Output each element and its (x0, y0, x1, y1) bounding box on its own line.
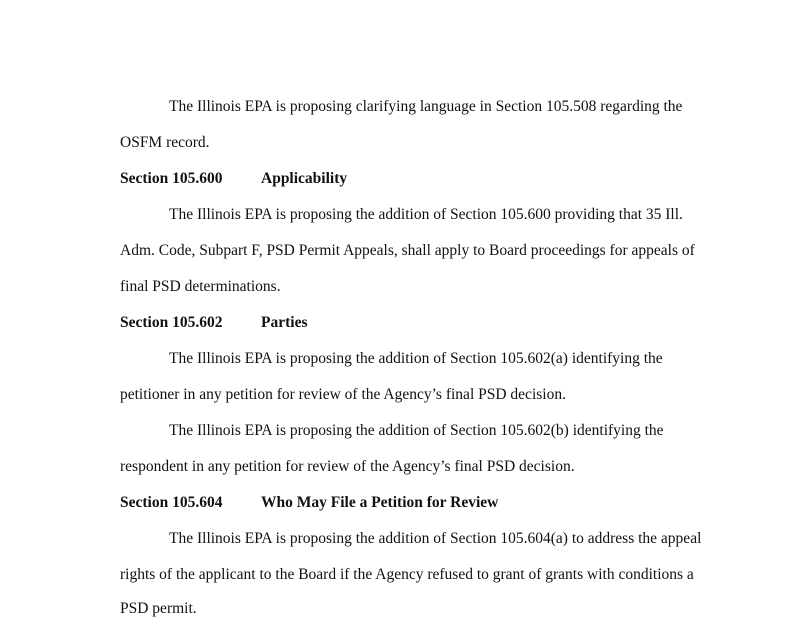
paragraph-line: rights of the applicant to the Board if the Agency refused to grant of grants with conditions a (120, 566, 694, 583)
section-title: Parties (261, 314, 308, 331)
paragraph-line: final PSD determinations. (120, 278, 281, 295)
paragraph-line: The Illinois EPA is proposing clarifying language in Section 105.508 regarding the (169, 98, 683, 115)
paragraph-line: OSFM record. (120, 134, 210, 151)
paragraph-line: The Illinois EPA is proposing the addition of Section 105.602(b) identifying the (169, 422, 664, 439)
section-number: Section 105.602 (120, 314, 223, 331)
paragraph-line: PSD permit. (120, 600, 197, 617)
paragraph-line: The Illinois EPA is proposing the addition of Section 105.604(a) to address the appeal (169, 530, 702, 547)
paragraph-line: petitioner in any petition for review of the Agency’s final PSD decision. (120, 386, 566, 403)
section-title: Applicability (261, 170, 348, 187)
paragraph-line: The Illinois EPA is proposing the addition of Section 105.602(a) identifying the (169, 350, 663, 367)
section-title: Who May File a Petition for Review (261, 494, 499, 511)
paragraph-line: Adm. Code, Subpart F, PSD Permit Appeals, shall apply to Board proceedings for appeals of (120, 242, 695, 259)
paragraph-line: respondent in any petition for review of the Agency’s final PSD decision. (120, 458, 575, 475)
section-number: Section 105.604 (120, 494, 223, 511)
paragraph-line: The Illinois EPA is proposing the addition of Section 105.600 providing that 35 Ill. (169, 206, 683, 223)
section-number: Section 105.600 (120, 170, 223, 187)
